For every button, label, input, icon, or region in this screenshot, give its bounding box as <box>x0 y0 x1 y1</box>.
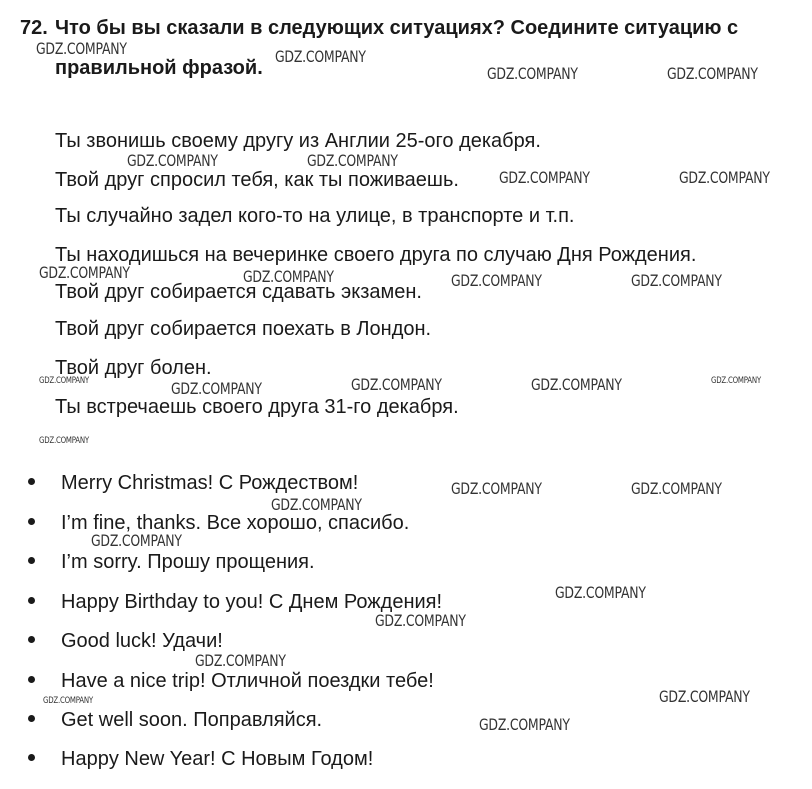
situation-4: Ты находишься на вечеринке своего друга по случаю Дня Рождения. <box>55 244 697 266</box>
phrase-item-5 <box>28 629 223 653</box>
watermark: GDZ.COMPANY <box>91 531 182 550</box>
phrase-text-3: I’m sorry. Прошу прощения. <box>61 551 315 573</box>
bullet-icon <box>28 597 35 604</box>
situation-7: Твой друг болен. <box>55 357 212 379</box>
watermark: GDZ.COMPANY <box>43 696 93 706</box>
bullet-icon <box>28 754 35 761</box>
watermark: GDZ.COMPANY <box>451 479 542 498</box>
bullet-icon <box>28 715 35 722</box>
bullet-icon <box>28 557 35 564</box>
situation-5: Твой друг собирается сдавать экзамен. <box>55 281 422 303</box>
watermark: GDZ.COMPANY <box>631 271 722 290</box>
watermark: GDZ.COMPANY <box>555 583 646 602</box>
watermark: GDZ.COMPANY <box>711 376 761 386</box>
watermark: GDZ.COMPANY <box>487 64 578 83</box>
task-number: 72. <box>20 17 48 39</box>
situation-2: Твой друг спросил тебя, как ты поживаешь. <box>55 169 459 191</box>
watermark: GDZ.COMPANY <box>36 39 127 58</box>
phrase-text-4: Happy Birthday to you! С Днем Рождения! <box>61 591 443 613</box>
task-title-line-2: правильной фразой. <box>55 57 263 79</box>
bullet-icon <box>28 478 35 485</box>
watermark: GDZ.COMPANY <box>679 168 770 187</box>
phrase-item-3 <box>28 550 315 574</box>
phrase-item-2 <box>28 511 409 535</box>
watermark: GDZ.COMPANY <box>659 687 750 706</box>
task-title-line-1: Что бы вы сказали в следующих ситуациях? Соедините ситуацию с <box>55 17 739 39</box>
phrase-text-7: Get well soon. Поправляйся. <box>61 709 323 731</box>
watermark: GDZ.COMPANY <box>39 263 130 282</box>
watermark: GDZ.COMPANY <box>243 267 334 286</box>
situation-3: Ты случайно задел кого-то на улице, в транспорте и т.п. <box>55 205 575 227</box>
phrase-item-8 <box>28 747 373 771</box>
watermark: GDZ.COMPANY <box>499 168 590 187</box>
watermark: GDZ.COMPANY <box>375 611 466 630</box>
watermark: GDZ.COMPANY <box>631 479 722 498</box>
watermark: GDZ.COMPANY <box>667 64 758 83</box>
phrase-text-2: I’m fine, thanks. Все хорошо, спасибо. <box>61 512 410 534</box>
phrase-text-8: Happy New Year! С Новым Годом! <box>61 748 374 770</box>
bullet-icon <box>28 636 35 643</box>
watermark: GDZ.COMPANY <box>275 47 366 66</box>
watermark: GDZ.COMPANY <box>451 271 542 290</box>
watermark: GDZ.COMPANY <box>195 651 286 670</box>
phrase-item-1 <box>28 471 358 495</box>
watermark: GDZ.COMPANY <box>39 436 89 446</box>
watermark: GDZ.COMPANY <box>271 495 362 514</box>
situation-1: Ты звонишь своему другу из Англии 25-ого декабря. <box>55 130 541 152</box>
phrase-text-5: Good luck! Удачи! <box>61 630 223 652</box>
bullet-icon <box>28 518 35 525</box>
watermark: GDZ.COMPANY <box>531 375 622 394</box>
phrase-text-6: Have a nice trip! Отличной поездки тебе! <box>61 670 434 692</box>
bullet-icon <box>28 676 35 683</box>
watermark: GDZ.COMPANY <box>307 151 398 170</box>
watermark: GDZ.COMPANY <box>171 379 262 398</box>
watermark: GDZ.COMPANY <box>351 375 442 394</box>
phrase-item-7 <box>28 708 322 732</box>
situation-6: Твой друг собирается поехать в Лондон. <box>55 318 432 340</box>
watermark: GDZ.COMPANY <box>39 376 89 386</box>
watermark: GDZ.COMPANY <box>127 151 218 170</box>
situation-8: Ты встречаешь своего друга 31-го декабря. <box>55 396 459 418</box>
phrase-item-6 <box>28 669 434 693</box>
watermark: GDZ.COMPANY <box>479 715 570 734</box>
phrase-text-1: Merry Christmas! С Рождеством! <box>61 472 359 494</box>
